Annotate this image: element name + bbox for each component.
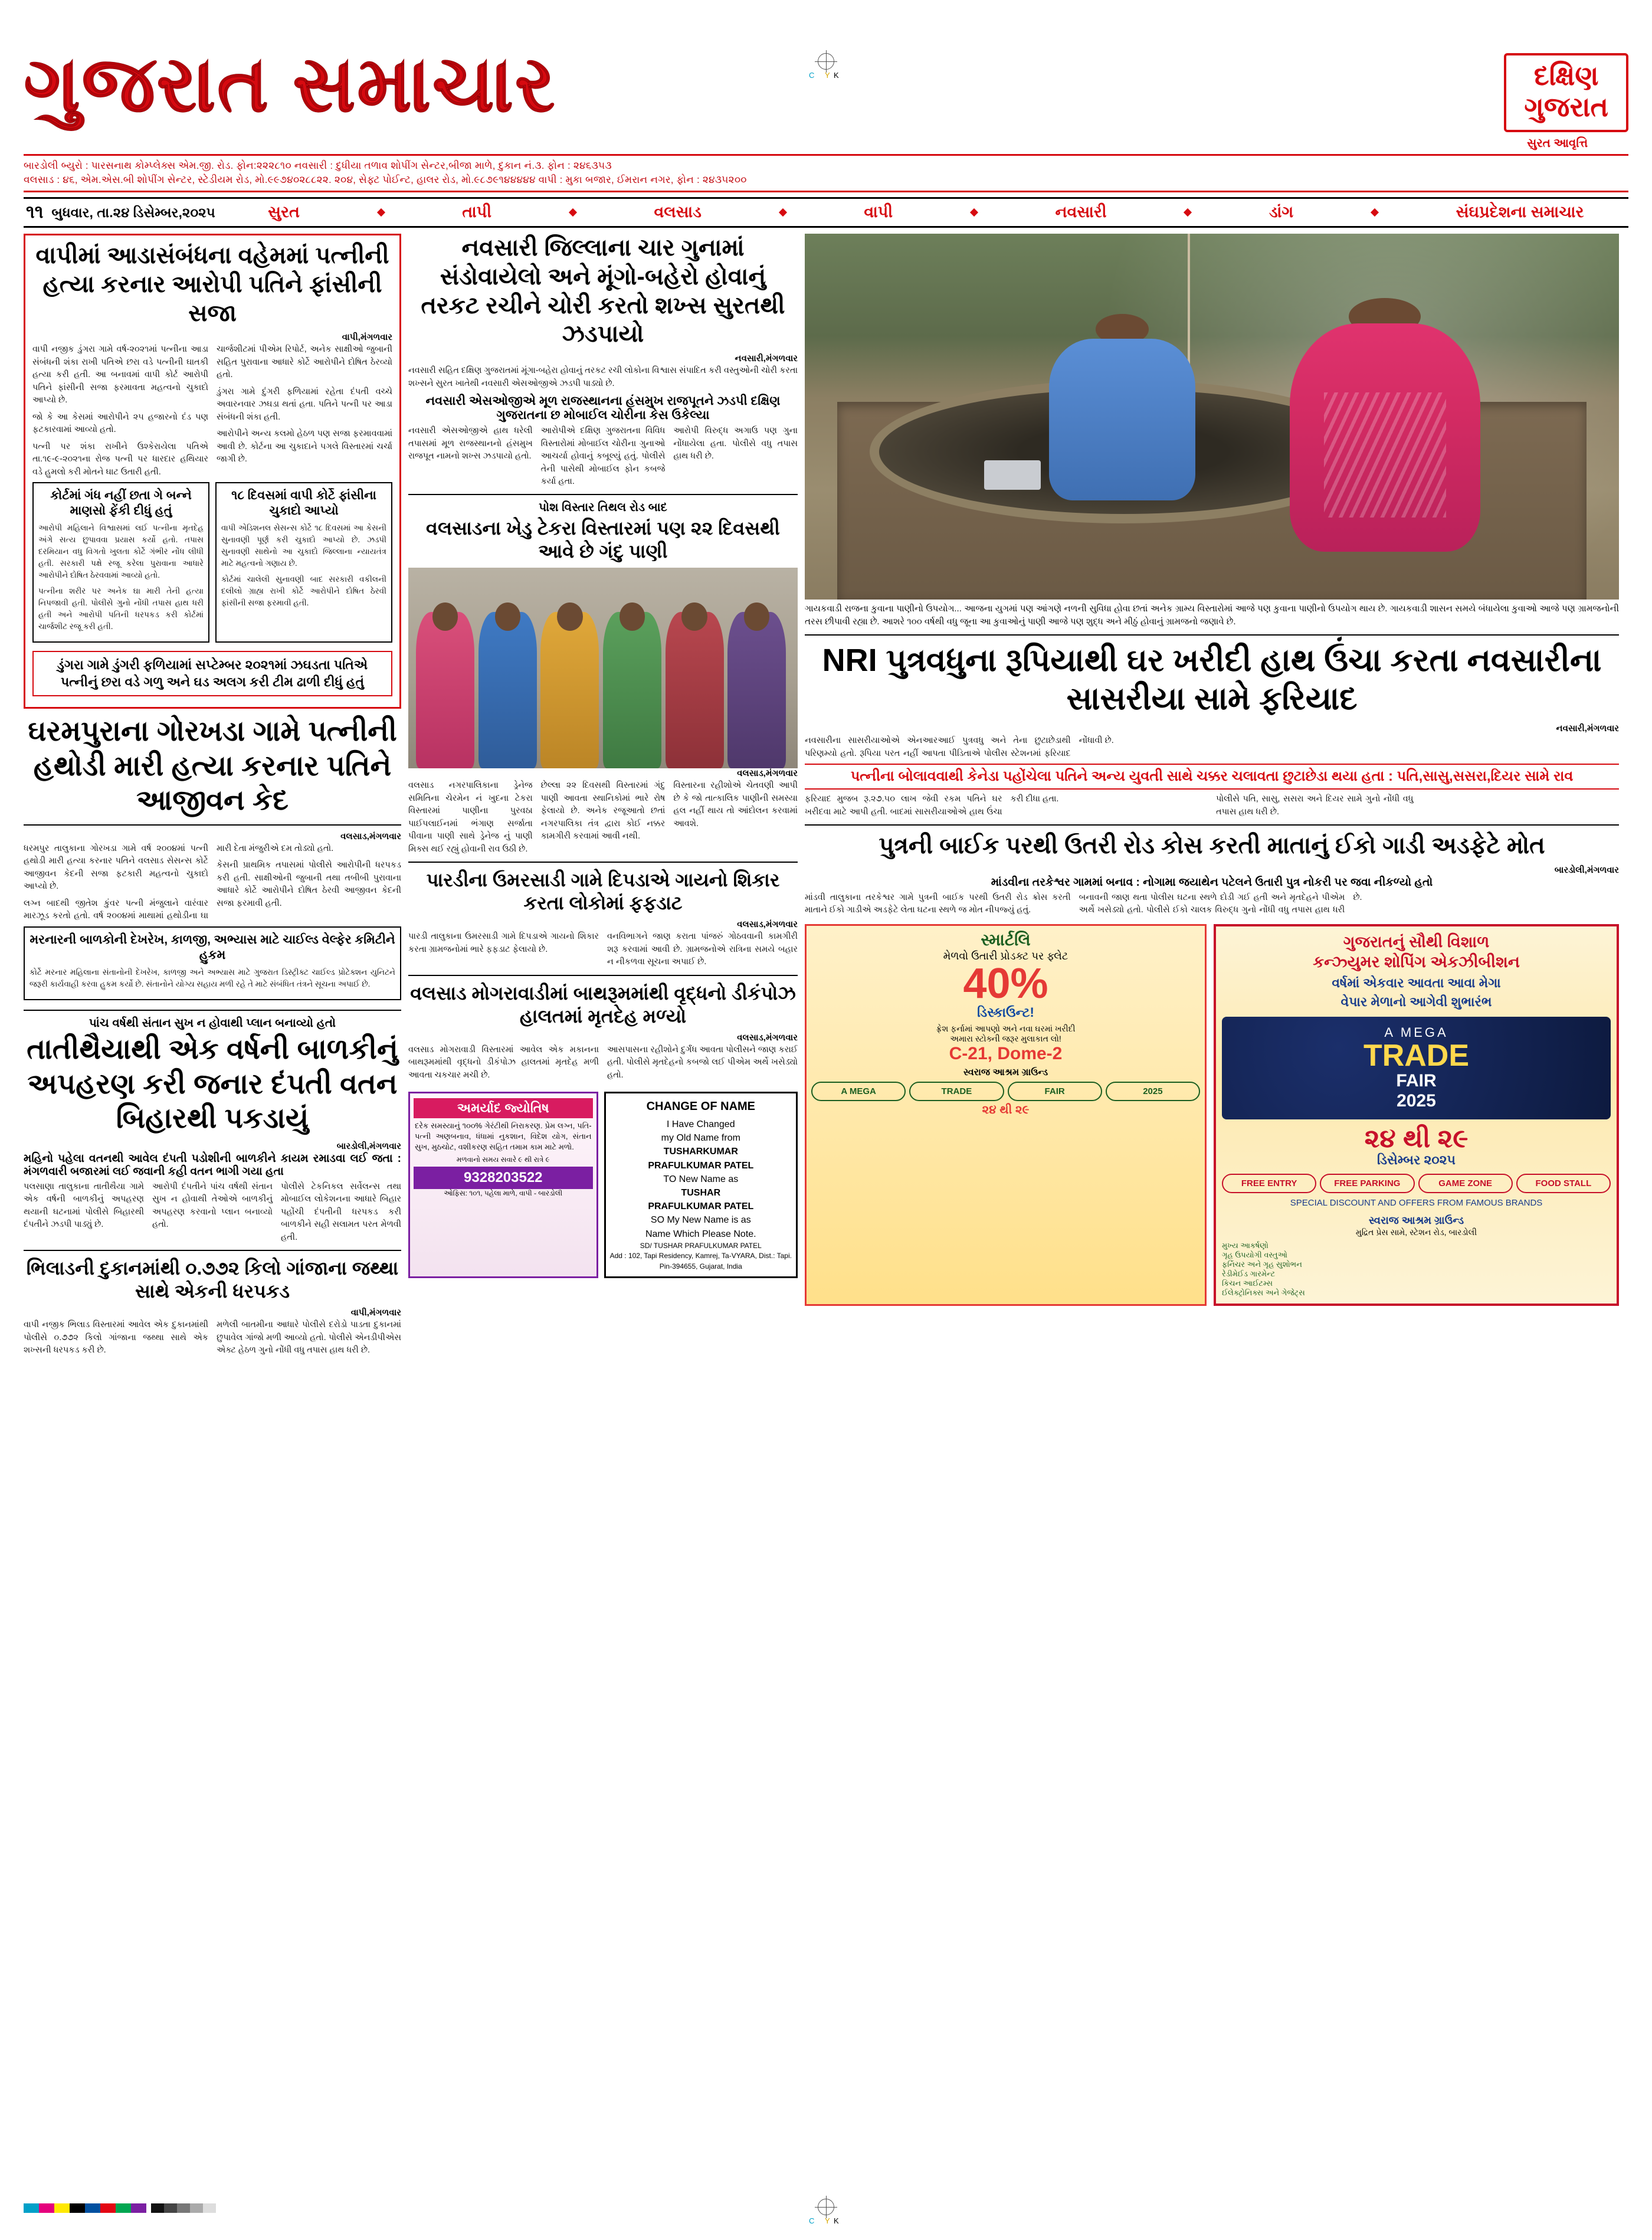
paragraph: પલસાણા તાલુકાના તાતીથૈયા ગામે એક વર્ષની બાળકીનું અપહરણ થયાની ઘટનામાં પોલીસે બિહારથી દંપતીને ઝડપી પાડ્યું છે.: [24, 1181, 144, 1230]
nav-item-union-territory-news[interactable]: સંઘપ્રદેશના સમાચાર: [1456, 203, 1584, 221]
edition-badge: [1504, 53, 1628, 132]
nav-band: [24, 197, 1628, 228]
article-byline: વાપી,મંગળવાર: [342, 332, 392, 343]
ad-store-location: સ્વરાજ આશ્રમ ગ્રાઉન્ડ: [963, 1067, 1048, 1078]
ad-address: ઓફિસ: ૧૦૧, પહેલા માળે, વાપી - બારડોલી: [444, 1188, 563, 1197]
photo-figure: [416, 612, 474, 768]
photo-figure: [727, 612, 786, 768]
ad-new-name: TUSHAR: [681, 1187, 721, 1198]
paragraph: જો કે આ કેસમાં આરોપીને ૨૫ હજારનો દંડ પણ ફટકારવામાં આવ્યો હતો.: [32, 412, 208, 435]
paragraph: નવસારી એસઓજીએ હાથ ધરેલી તપાસમાં મૂળ રાજસ્થાનનો હંસમુખ રાજપૂત નામનો શખ્સ ઝડપાયો હતો.: [408, 426, 533, 461]
inset-body: [30, 967, 395, 990]
nav-separator-icon: [970, 208, 978, 217]
ad-pill-food-stall: FOOD STALL: [1516, 1174, 1611, 1193]
article-cow: [408, 869, 798, 968]
ad-item: ફર્નિચર અને ગૃહ સુશોભન: [1222, 1260, 1302, 1269]
photo-figure: [603, 612, 661, 768]
article-headline: પારડીના ઉમરસાડી ગામે દિપડાએ ગાયનો શિકાર કરતા લોકોમાં ફફડાટ: [426, 869, 780, 914]
ad-trade-fair[interactable]: [1214, 924, 1619, 1306]
paragraph: પોલીસે પતિ, સાસુ, સસરા અને દિયર સામે ગુનો નોંધી વધુ તપાસ હાથ ધરી છે.: [1216, 794, 1414, 817]
article-kicker: પાંચ વર્ષથી સંતાન સુખ ન હોવાથી પ્લાન બનાવ્યો હતો: [88, 1017, 336, 1030]
photo-figure: [478, 612, 537, 768]
divider: [805, 824, 1619, 826]
ad-line-3: વર્ષમાં એકવાર આવતા આવા મેગા: [1332, 975, 1501, 991]
divider: [24, 1010, 401, 1011]
paragraph: પત્નીના શરીર પર અનેક ઘા મારી તેની હત્યા નિપજાવી હતી. પોલીસે ગુનો નોંધી તપાસ હાથ ધરી હતી અને આરોપી પતિની ધરપકડ કરી કોર્ટમાં ચાર્જશીટ રજૂ કરી હતી.: [38, 587, 204, 631]
article-gharmapura: [24, 715, 401, 1004]
paragraph: ચાર્જશીટમાં પીએમ રિપોર્ટ, અનેક સાક્ષીઓ જુબાની સહિત પુરાવાના આધારે કોર્ટે આરોપીને દોષિત ઠેરવ્યો હતો.: [217, 345, 392, 380]
article-byline: નવસારી,મંગળવાર: [1556, 723, 1619, 734]
nav-item-surat[interactable]: સુરત: [268, 203, 300, 221]
color-control-bar: [24, 2203, 216, 2213]
inset-title: મરનારની બાળકોની દેખરેખ, કાળજી, અભ્યાસ માટે ચાઈલ્ડ વેલ્ફેર કમિટીને હુકમ: [30, 932, 395, 962]
divider: [408, 975, 798, 976]
nav-item-navsari[interactable]: નવસારી: [1055, 203, 1107, 221]
article-body: [408, 931, 798, 968]
inset-title: કોર્ટમાં ગંધ નહીં છતા ગે બન્ને માણસો ફેંકી દીધું હતું: [50, 488, 192, 518]
paragraph: વાપી એડિશનલ સેસન્સ કોર્ટે ૧૮ દિવસમાં આ કેસની સુનાવણી પૂર્ણ કરી ચુકાદો આપ્યો છે. ઝડપી સુનાવણી સાથેનો આ ચુકાદો જિલ્લાના ન્યાયતંત્ર માટે મહત્વનો ગણાય છે.: [221, 523, 386, 568]
paragraph: વલસાડ નગરપાલિકાના ડ્રેનેજ સમિતિના ચેરમેન નં ખુદના ટેકરા વિસ્તારમાં પાણીના પુરવઠા પાઈપલાઈનમાં ભંગાણ સર્જાતા પીવાના પાણી સાથે ડ્રેનેજ નું પાણી મિક્સ થઈ રહ્યું હોવાની રાવ ઉઠી છે.: [408, 781, 533, 854]
ad-item: કિચન આઈટમ્સ: [1222, 1279, 1273, 1288]
photo-bucket: [984, 460, 1041, 490]
nav-items: [226, 203, 1626, 222]
paragraph: નવસારી સહિત દક્ષિણ ગુજરાતમાં મૂંગા-બહેરા હોવાનું તરકટ રચી લોકોના વિશ્વાસ સંપાદિત કરી વસ્તુઓની ચોરી કરતા શખ્સને સુરત ખાતેથી નવસારી એસઓજીએ ઝડપી પાડ્યો છે.: [408, 366, 798, 388]
paragraph: ડુંગરા ગામે દુંગરી ફળિયામાં રહેતા દંપતી વચ્ચે અવારનવાર ઝઘડા થતાં હતા. પતિને પત્ની પર આડા સંબંધની શંકા હતી.: [217, 387, 392, 422]
article-headline: ઘરમપુરાના ગોરખડા ગામે પત્નીની હથોડી મારી હત્યા કરનાર પતિને આજીવન કેદ: [28, 716, 397, 817]
ad-fair-badge-4: 2025: [1106, 1082, 1200, 1101]
article-ganja: [24, 1257, 401, 1361]
photo-well-caption: ગાયકવાડી રાજના કુવાના પાણીનો ઉપયોગ... આજના યુગમાં પણ આંગણે નળની સુવિધા હોવા છતાં અનેક ગ્રામ્ય વિસ્તારોમાં આજે પણ કુવાના પાણીનો ઉપયોગ થાય છે. ગાયકવાડી શાસન સમયે બંધાયેલા કુવાઓ આજે પણ ગ્રામજનોની તરસ છીપાવી રહ્યા છે. આશરે ૧૦૦ વર્ષથી વધુ જૂના આ કુવાઓનું પાણી આજે પણ શુદ્ધ અને મીઠું હોવાનું ગ્રામજનો જણાવે છે.: [805, 604, 1619, 627]
ad-line-2: કન્ઝ્યુમર શોપિંગ એકઝીબીશન: [1313, 952, 1520, 971]
newspaper-page: [0, 41, 1652, 2240]
article-body: [408, 1044, 798, 1086]
reg-y-label: Y: [825, 2216, 830, 2225]
ad-old-name: TUSHARKUMAR: [663, 1147, 738, 1157]
nav-separator-icon: [1184, 208, 1192, 217]
ad-venue: સ્વરાજ આશ્રમ ગ્રાઉન્ડ: [1368, 1214, 1464, 1226]
registration-mark-bottom: [805, 2199, 847, 2232]
article-byline: વલસાડ,મંગળવાર: [737, 768, 798, 779]
ad-line: I Have Changed: [666, 1119, 735, 1130]
registration-circle-icon: [818, 2199, 834, 2215]
paragraph: લગ્ન બાદથી જીતેશ કુંવર પત્ની મંજુલાને વારંવાર મારઝૂડ કરતો હતો. વર્ષ ૨૦૦૪માં માથામાં હથોડીના ઘા મારી દેતા મંજુરીએ દમ તોડ્યો હતો.: [24, 844, 334, 921]
paper-title: ગુજરાત સમાચાર: [24, 41, 556, 127]
ad-offer-number: 40%: [963, 959, 1048, 1007]
paragraph: બનાવની જાણ થતા પોલીસ ઘટના સ્થળે દોડી ગઈ હતી અને મૃતદેહને પીએમ અર્થે ખસેડ્યો હતો. પોલીસે ઈકો ચાલક વિરુદ્ધ ગુનો નોંધી વધુ તપાસ હાથ ધરી છે.: [1079, 892, 1362, 915]
article-headline: વલસાડ મોગરાવાડીમાં બાથરૂમમાંથી વૃદ્ધનો ડીકંપોઝ હાલતમાં મૃતદેહ મળ્યો: [410, 982, 796, 1027]
ad-dates: ૨૪ થી ૨૯: [982, 1103, 1030, 1116]
ad-mega-line-2: TRADE: [1363, 1039, 1470, 1073]
ad-signature: SD/ TUSHAR PRAFULKUMAR PATEL: [640, 1241, 762, 1250]
ad-mega-year: 2025: [1397, 1091, 1436, 1111]
article-navsari-theft: [408, 234, 798, 488]
ad-venue-address: મુદ્રિત પ્રેસ સામે, સ્ટેશન રોડ, બારડોલી: [1355, 1227, 1477, 1237]
edition-subtitle: સુરત આવૃત્તિ: [1527, 136, 1588, 150]
grey-scale-bar: [151, 2203, 216, 2213]
article-nri: [805, 641, 1619, 819]
article-body: [24, 1181, 401, 1244]
ad-change-of-name[interactable]: [604, 1092, 798, 1278]
address-band: [24, 154, 1628, 192]
ad-address: Add : 102, Tapi Residency, Kamrej, Ta-VYARA, Dist.: Tapi. Pin-394655, Gujarat, India: [609, 1252, 792, 1270]
article-kidnap: [24, 1017, 401, 1244]
paragraph: વાપી નજીક ભિલાડ વિસ્તારમાં આવેલ એક દુકાનમાંથી પોલીસે ૦.૭૭૨ કિલો ગાંજાના જથ્થા સાથે એક શખ્સની ધરપકડ કરી છે.: [24, 1320, 208, 1355]
divider: [24, 1250, 401, 1251]
ad-dates: [1222, 1125, 1611, 1166]
divider: [408, 494, 798, 495]
article-subhead: નવસારી એસઓજીએ મૂળ રાજસ્થાનના હંસમુખ રાજપૂતને ઝડપી દક્ષિણ ગુજરાતના છ મોબાઈલ ચોરીના કેસ ઉકેલ્યા: [425, 394, 781, 423]
photo-women-group: [408, 568, 798, 768]
ad-line: Name Which Please Note.: [645, 1229, 756, 1239]
article-headline: તાતીથૈયાથી એક વર્ષની બાળકીનું અપહરણ કરી જનાર દંપતી વતન બિહારથી પકડાયું: [27, 1034, 398, 1135]
reg-k-label: K: [834, 71, 839, 80]
paragraph: આસપાસના રહીશોને દુર્ગંધ આવતા પોલીસને જાણ કરાઈ હતી. પોલીસે મૃતદેહનો કબજો લઈ પીએમ અર્થે ખસેડ્યો હતો.: [607, 1044, 798, 1080]
inset-18-days: [215, 482, 392, 643]
address-line-1: બારડોલી બ્યુરો : પારસનાથ કોમ્પ્લેક્સ એમ.જી. રોડ. ફોન:૨૨૨૮૧૦ નવસારી : દુધીયા તળાવ શોપીંગ સેન્ટર,બીજા માળે, દુકાન નં.૩. ફોન : ૨૪૬૩૫૩: [24, 159, 612, 171]
inset-title: ૧૮ દિવસમાં વાપી કોર્ટે ફાંસીના ચુકાદો આપ્યો: [231, 488, 376, 518]
article-byline: વલસાડ,મંગળવાર: [737, 919, 798, 930]
paragraph: મળેલી બાતમીના આધારે પોલીસે દરોડો પાડતા દુકાનમાં છુપાવેલ ગાંજો મળી આવ્યો હતો. પોલીસે એનડીપીએસ એક્ટ હેઠળ ગુનો નોંધી વધુ તપાસ હાથ ધરી છે.: [217, 1320, 401, 1355]
nav-item-vapi[interactable]: વાપી: [864, 203, 893, 221]
article-byline: બારડોલી,મંગળવાર: [336, 1141, 401, 1151]
issue-date: બુધવાર, તા.૨૪ ડિસેમ્બર,૨૦૨૫: [51, 204, 215, 220]
article-valsad-old: [408, 982, 798, 1086]
ad-dates-month: ડિસેમ્બર ૨૦૨૫: [1376, 1152, 1456, 1167]
issue-number: ૧૧: [26, 202, 44, 222]
article-headline: વાપીમાં આડાસંબંધના વહેમમાં પત્નીની હત્યા કરનાર આરોપી પતિને ફાંસીની સજા: [35, 243, 389, 326]
article-vapi-murder: [24, 234, 401, 709]
article-byline: બારડોલી,મંગળવાર: [1554, 864, 1619, 875]
photo-well: [805, 234, 1619, 600]
article-headline: ભિલાડની દુકાનમાંથી ૦.૭૭૨ કિલો ગાંજાના જથ્થા સાથે એકની ધરપકડ: [26, 1257, 399, 1302]
ad-headline: મેળવો ઉતારી પ્રોડક્ટ પર ફ્લેટ: [943, 949, 1068, 962]
paragraph: કોર્ટે મરનાર મહિલાના સંતાનોની દેખરેખ, કાળજી અને અભ્યાસ માટે ગુજરાત ડિસ્ટ્રીક્ટ ચાઈલ્ડ પ્રોટેક્શન યુનિટને જરૂરી કાર્યવાહી કરવા હુકમ કર્યો છે. સંતાનોને યોગ્ય સહાય મળી રહે તે માટે સંબંધિત તંત્રને સૂચના અપાઈ છે.: [30, 968, 395, 989]
ad-phone[interactable]: 9328203522: [414, 1167, 593, 1189]
article-subhead: માંડવીના તરકેશ્વર ગામમાં બનાવ : નોગામા જયાથેન પટેલને ઉતારી પુત્ર નોકરી પર જવા નીકળ્યો હતો: [991, 876, 1433, 889]
ad-pill-free-entry: FREE ENTRY: [1222, 1174, 1316, 1193]
masthead: [24, 41, 1628, 150]
article-water: [408, 501, 798, 856]
ad-body: દરેક સમસ્યાનું ૧૦૦% ગેરંટીથી નિરાકરણ. પ્રેમ લગ્ન, પતિ-પત્ની અણબનાવ, ધંધામાં નુકશાન, વિદેશ યોગ, સંતાન સુખ, મુઠચોટ, વશીકરણ સહિત તમામ કામ માટે મળો.: [415, 1121, 592, 1152]
inset-child-welfare: [24, 926, 401, 1000]
ad-fair-badge-1: A MEGA: [811, 1082, 906, 1101]
paragraph: પારડી તાલુકાના ઉમરસાડી ગામે દિપડાએ ગાયનો શિકાર કરતા ગ્રામજનોમાં ભારે ફફડાટ ફેલાયો છે.: [408, 932, 599, 954]
article-headline: વલસાડના ખેડુ ટેકરા વિસ્તારમાં પણ ૨૨ દિવસથી આવે છે ગંદુ પાણી: [426, 518, 780, 562]
address-line-2: વલસાડ : ૪૬, એમ.એસ.બી શોપીંગ સેન્ટર, સ્ટેડીયમ રોડ, મો.૯૯૭૪૦૨૮૮૨૨. ૨૦૪, સેફ્ટ પોઈન્ટ, હાલર રોડ, મો.૯૮૭૯૧૪૪૪૪૪ વાપી : મુકા બજાર, ઈમરાન નગર, ફોન : ૨૪૩૫૨૦૦: [24, 174, 747, 186]
ad-title: CHANGE OF NAME: [646, 1100, 756, 1114]
column-middle: [408, 234, 798, 2205]
photo-figure: [540, 612, 599, 768]
ad-pill-game-zone: GAME ZONE: [1418, 1174, 1513, 1193]
article-headline: NRI પુત્રવધુના રૂપિયાથી ઘર ખરીદી હાથ ઉંચા કરતા નવસારીના સાસરીયા સામે ફરિયાદ: [822, 642, 1602, 717]
ad-fair-badge-3: FAIR: [1008, 1082, 1102, 1101]
article-headline: પુત્રની બાઈક પરથી ઉતરી રોડ કોસ કરતી માતાનું ઈકો ગાડી અડફેટે મોત: [879, 833, 1545, 859]
ad-jyotish[interactable]: [408, 1092, 598, 1278]
ad-new-name-2: PRAFULKUMAR PATEL: [648, 1201, 754, 1212]
paragraph: નવસારીના સાસરીયાઓએ એનઆરઆઈ પુત્રવધુ અને તેના છુટાછેડાથી પરિણમ્યો હતો. રૂપિયા પરત નહીં આપતા પીડિતાએ પોલીસ સ્ટેશનમાં ફરિયાદ નોંધાવી છે.: [805, 736, 1114, 758]
ad-pill-row: [1222, 1174, 1611, 1193]
inset-body: [221, 522, 386, 609]
edition-line-2: ગુજરાત: [1524, 91, 1608, 122]
ad-line: SO My New Name is as: [650, 1215, 751, 1226]
reg-c-label: C: [809, 71, 815, 80]
ad-sub-line-2: અમારા સ્ટોક્ની જરૂર મુલાકાત લો!: [950, 1033, 1061, 1043]
article-headline: નવસારી જિલ્લાના ચાર ગુનામાં સંડોવાયેલો અને મૂંગો-બહેરો હોવાનું તરકટ રચીને ચોરી કરતો શખ્સ સુરતથી ઝડપાયો: [421, 235, 785, 348]
ad-mega-line-3: FAIR: [1396, 1071, 1437, 1091]
article-byline: વલસાડ,મંગળવાર: [737, 1032, 798, 1043]
page-content: [24, 234, 1628, 2205]
ad-item: રેડીમેઈડ ગારમેન્ટ: [1222, 1269, 1276, 1278]
article-body: [408, 780, 798, 856]
nav-separator-icon: [569, 208, 577, 217]
article-subhead-red: પત્નીના બોલાવવાથી કેનેડા પહોંચેલા પતિને અન્ય યુવતી સાથે ચક્કર ચલાવતા છુટાછેડા થયા હતા : પતિ,સાસુ,સસરા,દિયર સામે રાવ: [805, 764, 1619, 790]
article-byline: વલસાડ,મંગળવાર: [340, 831, 401, 842]
article-body: [805, 892, 1619, 917]
article-body: [32, 343, 392, 479]
divider: [805, 634, 1619, 636]
article-byline: નવસારી,મંગળવાર: [735, 353, 798, 364]
article-kicker: પોશ વિસ્તાર તિથલ રોડ બાદ: [539, 501, 667, 515]
ad-mega-line-1: A MEGA: [1384, 1025, 1448, 1040]
paragraph: આરોપીને અન્ય કલમો હેઠળ પણ સજા ફરમાવવામાં આવી છે. કોર્ટના આ ચુકાદાને પગલે વિસ્તારમાં ચર્ચા જાગી છે.: [217, 429, 392, 464]
nav-item-dang[interactable]: ડાંગ: [1269, 203, 1294, 221]
inset-body: [38, 522, 204, 633]
paragraph: છેલ્લા ૨૨ દિવસથી વિસ્તારમાં ગંદુ પાણી આવતા સ્થાનિકોમાં ભારે રોષ ફેલાયો છે. અનેક રજૂઆતો છતાં નગરપાલિકા તંત્ર દ્વારા કોઈ નક્કર કામગીરી કરવામાં આવી નથી.: [540, 781, 666, 841]
paragraph: વાપી નજીક ડુંગરા ગામે વર્ષ-૨૦૨૧માં પત્નીના આડા સંબંધની શંકા રાખી પતિએ છરા વડે પત્નીની ઘાતકી હત્યા કરી હતી. આ બનાવમાં વાપી કોર્ટ આરોપી પતિને ફાંસીની સજા ફરમાવતા મહત્વનો ચુકાદો આપ્યો છે.: [32, 345, 208, 405]
photo-figure: [666, 612, 724, 768]
article-bike: [805, 831, 1619, 917]
ad-offer-text: ડિસ્કાઉન્ટ!: [977, 1004, 1034, 1020]
article-red-strip: ડુંગરા ગામે ડુંગરી ફળિયામાં સપ્ટેમ્બર ૨૦૨૧માં ઝઘડતા પતિએ પત્નીનું છરા વડે ગળુ અને ઘડ અલગ કરી ટીમ ઢાળી દીધું હતું: [32, 651, 392, 696]
paragraph: પત્ની પર શંકા રાખીને ઉશ્કેરાયેલા પતિએ તા.૧૯-૯-૨૦૨૧ના રોજ પત્ની પર ધારદાર હથિયાર વડે હુમલો કરી મોતને ઘાટ ઉતારી હતી.: [32, 441, 208, 477]
ad-items-list: [1222, 1241, 1611, 1298]
inset-court-note: [32, 482, 209, 643]
paragraph: ફરિયાદ મુજબ રૂ.૨૭.૫૦ લાખ જેવી રકમ પતિને ઘર ખરીદવા માટે આપી હતી. બાદમાં સાસરીયાઓએ હાથ ઉંચા કરી દીધા હતા.: [805, 794, 1059, 817]
ad-discount-note: SPECIAL DISCOUNT AND OFFERS FROM FAMOUS BRANDS: [1290, 1197, 1543, 1208]
paragraph: માંડવી તાલુકાના તરકેશ્વર ગામે પુત્રની બાઈક પરથી ઉતરી રોડ ક્રોસ કરતી માતાને ઈકો ગાડીએ અડફેટે લેતા ઘટના સ્થળે જ મોત નીપજ્યું હતું.: [805, 892, 1071, 915]
paragraph: કેસની પ્રાથમિક તપાસમાં પોલીસે આરોપીની ધરપકડ કરી હતી. સાક્ષીઓની જુબાની તથા તબીબી પુરાવાના આધારે કોર્ટે આરોપીને દોષિત ઠેરવી આજીવન કેદની સજા ફરમાવી હતી.: [217, 860, 401, 908]
ad-mega-box: [1222, 1017, 1611, 1119]
nav-item-valsad[interactable]: વલસાડ: [654, 203, 702, 221]
nav-item-tapi[interactable]: તાપી: [462, 203, 492, 221]
article-body: [408, 425, 798, 488]
paragraph: આરોપી મહિલાને વિશ્વાસમાં લઈ પત્નીના મૃતદેહ અંગે સત્ય છુપાવવા પ્રયાસ કર્યો હતો. તપાસ દરમિયાન વધુ વિગતો ખુલતા કોર્ટે ગંભીર નોંધ લીધી હતી. સરકારી પક્ષે રજૂ કરેલા પુરાવાના આધારે આરોપીને દોષિત ઠેરવવામાં આવ્યો હતો.: [38, 523, 204, 580]
ad-title: અમર્યાદ જ્યોતિષ: [414, 1098, 593, 1118]
ad-brand: સ્માર્ટલિ: [981, 930, 1031, 949]
paragraph: વનવિભાગને જાણ કરાતા પાંજરું ગોઠવવાની કામગીરી શરૂ કરવામાં આવી છે. ગ્રામજનોએ રાત્રિના સમયે બહાર ન નીકળવા સૂચના અપાઈ છે.: [607, 932, 798, 967]
ad-store-name: C-21, Dome-2: [949, 1043, 1063, 1063]
ad-pill-free-parking: FREE PARKING: [1320, 1174, 1414, 1193]
article-body: [805, 793, 1619, 818]
divider: [24, 824, 401, 826]
reg-k-label: K: [834, 2216, 839, 2225]
ad-line-1: ગુજરાતનું સૌથી વિશાળ: [1343, 932, 1490, 951]
article-lead: [408, 365, 798, 390]
article-subhead: મહિનો પહેલા વતનથી આવેલ દંપતી પડોશીની બાળકીને કાયમ રમાડવા લઈ જતા : મંગળવારી બજારમાં લઈ જવાની કહી વતન ભાગી ગયા હતા: [24, 1152, 401, 1178]
article-body: [24, 1319, 401, 1361]
reg-c-label: C: [809, 2216, 815, 2225]
article-body: [24, 843, 401, 923]
paragraph: વલસાડ મોગરાવાડી વિસ્તારમાં આવેલ એક મકાનના બાથરૂમમાંથી વૃદ્ધનો ડીકંપોઝ હાલતમાં મૃતદેહ મળી આવતા ચકચાર મચી છે.: [408, 1044, 599, 1080]
paragraph: આરોપી વિરુદ્ધ અગાઉ પણ ગુના નોંધાયેલા હતા. પોલીસે વધુ તપાસ હાથ ધરી છે.: [673, 426, 798, 461]
column-left: [24, 234, 401, 2205]
ad-sub-line: ફ્રેશ ફર્નામાં આપણો અને નવા ઘરમાં ખરીદી: [936, 1023, 1076, 1033]
photo-woman-secondary: [1049, 314, 1195, 504]
nav-separator-icon: [779, 208, 787, 217]
reg-y-label: Y: [825, 71, 830, 80]
divider: [408, 862, 798, 863]
ad-fair-badge-2: TRADE: [909, 1082, 1004, 1101]
paragraph: વિસ્તારના રહીશોએ ચેતવણી આપી છે કે જો તાત્કાલિક પાણીની સમસ્યા હલ નહીં થાય તો આંદોલન કરવામાં આવશે.: [673, 781, 798, 828]
ad-item: ગૃહ ઉપયોગી વસ્તુઓ: [1222, 1250, 1288, 1259]
ad-item: ઈલેક્ટ્રોનિક્સ અને ગેજેટ્સ: [1222, 1288, 1305, 1297]
ad-meta: મળવાનો સમય સવારે ૯ થી રાત્રે ૯: [456, 1155, 550, 1164]
edition-line-1: દક્ષિણ: [1533, 60, 1599, 91]
ad-line: my Old Name from: [661, 1133, 740, 1144]
ad-smartly-discount[interactable]: [805, 924, 1207, 1306]
paragraph: આરોપી દંપતીને પાંચ વર્ષથી સંતાન સુખ ન હોવાથી તેઓએ બાળકીનું અપહરણ કરવાનો પ્લાન બનાવ્યો હતો.: [152, 1181, 273, 1230]
ad-item: મુખ્ય આકર્ષણો: [1222, 1241, 1268, 1250]
article-lead: [805, 735, 1619, 760]
article-byline: વાપી,મંગળવાર: [350, 1308, 401, 1318]
paragraph: આરોપીએ દક્ષિણ ગુજરાતના વિવિધ વિસ્તારોમાં મોબાઈલ ચોરીના ગુનાઓ આચર્યા હોવાનું કબૂલ્યું હતું. પોલીસે તેની પાસેથી મોબાઈલ ફોન કબજે કર્યા હતા.: [540, 426, 666, 486]
ad-dates-value: ૨૪ થી ૨૯: [1364, 1124, 1469, 1154]
photo-woman-primary: [1277, 292, 1489, 578]
ad-line: TO New Name as: [663, 1174, 739, 1184]
paragraph: કોર્ટમાં ચાલેલી સુનાવણી બાદ સરકારી વકીલની દલીલો ગ્રાહ્ય રાખી કોર્ટે આરોપીને દોષિત ઠેરવી ફાંસીની સજા ફરમાવી હતી.: [221, 575, 386, 608]
nav-separator-icon: [377, 208, 385, 217]
ad-old-name-2: PRAFULKUMAR PATEL: [648, 1160, 754, 1171]
ad-line-4: વેપાર મેળાનો આગેવી શુભારંભ: [1340, 994, 1492, 1010]
paragraph: ધરમપુર તાલુકાના ગોરખડા ગામે વર્ષ ૨૦૦૪માં પત્ની હથોડી મારી હત્યા કરનાર પતિને વલસાડ સેસન્સ કોર્ટે આજીવન કેદની સજા ફટકારી મહત્વનો ચુકાદો આપ્યો છે.: [24, 844, 208, 892]
column-right: [805, 234, 1619, 2205]
paragraph: પોલીસે ટેકનિકલ સર્વેલન્સ તથા મોબાઈલ લોકેશનના આધારે બિહાર પહોંચી દંપતીની ધરપકડ કરી બાળકીને સહી સલામત પરત મેળવી હતી.: [281, 1181, 401, 1242]
nav-separator-icon: [1371, 208, 1379, 217]
